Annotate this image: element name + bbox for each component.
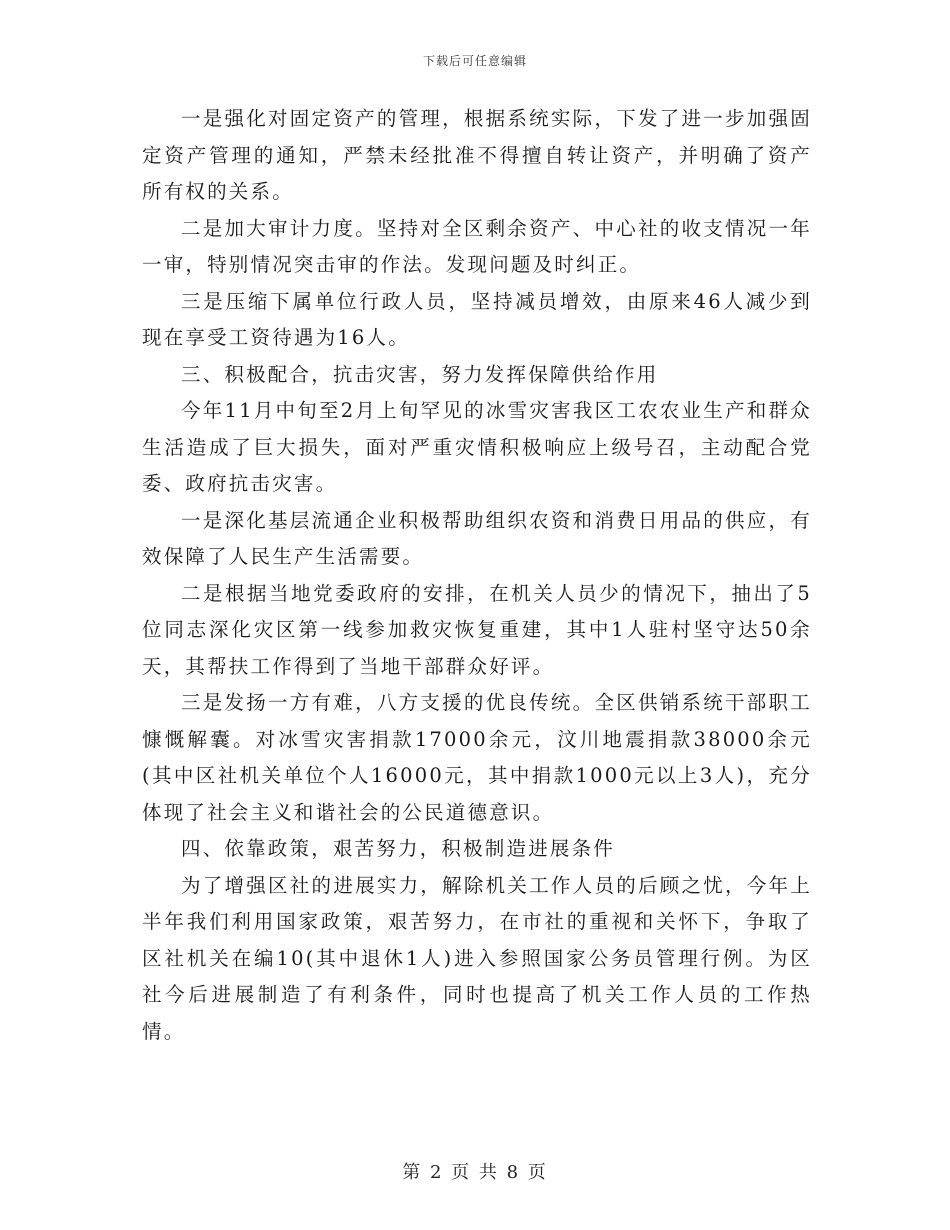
- paragraph-relief-staff: 二是根据当地党委政府的安排，在机关人员少的情况下，抽出了5位同志深化灾区第一线参加救灾恢复重建，其中1人驻村坚守达50余天，其帮扶工作得到了当地干部群众好评。: [142, 581, 812, 678]
- paragraph-donations: 三是发扬一方有难，八方支援的优良传统。全区供销系统干部职工慷慨解囊。对冰雪灾害捐款17000余元，汶川地震捐款38000余元(其中区社机关单位个人16000元，其中捐款1000元以上3人)，充分体现了社会主义和谐社会的公民道德意识。: [142, 691, 812, 824]
- paragraph-staff-reduction: 三是压缩下属单位行政人员，坚持减员增效，由原来46人减少到现在享受工资待遇为16人。: [142, 289, 812, 349]
- paragraph-ice-disaster: 今年11月中旬至2月上旬罕见的冰雪灾害我区工农农业生产和群众生活造成了巨大损失，面对严重灾情积极响应上级号召，主动配合党委、政府抗击灾害。: [142, 399, 812, 495]
- paragraph-audit: 二是加大审计力度。坚持对全区剩余资产、中心社的收支情况一年一审，特别情况突击审的作法。发现问题及时纠正。: [142, 216, 812, 276]
- page-number: 第 2 页 共 8 页: [402, 1162, 548, 1183]
- section-heading-policy: 四、依靠政策，艰苦努力，积极制造进展条件: [181, 837, 616, 860]
- paragraph-supply: 一是深化基层流通企业积极帮助组织农资和消费日用品的供应，有效保障了人民生产生活需要。: [142, 508, 812, 568]
- page-header-note: 下载后可任意编辑: [422, 54, 527, 68]
- paragraph-civil-service: 为了增强区社的进展实力，解除机关工作人员的后顾之忧，今年上半年我们利用国家政策，艰苦努力，在市社的重视和关怀下，争取了区社机关在编10(其中退休1人)进入参照国家公务员管理行例。为区社今后进展制造了有利条件，同时也提高了机关工作人员的工作热情。: [142, 873, 812, 1043]
- paragraph-fixed-assets: 一是强化对固定资产的管理，根据系统实际，下发了进一步加强固定资产管理的通知，严禁未经批准不得擅自转让资产，并明确了资产所有权的关系。: [142, 107, 812, 203]
- document-body: [142, 101, 812, 1050]
- section-heading-disaster: 三、积极配合，抗击灾害，努力发挥保障供给作用: [181, 362, 659, 386]
